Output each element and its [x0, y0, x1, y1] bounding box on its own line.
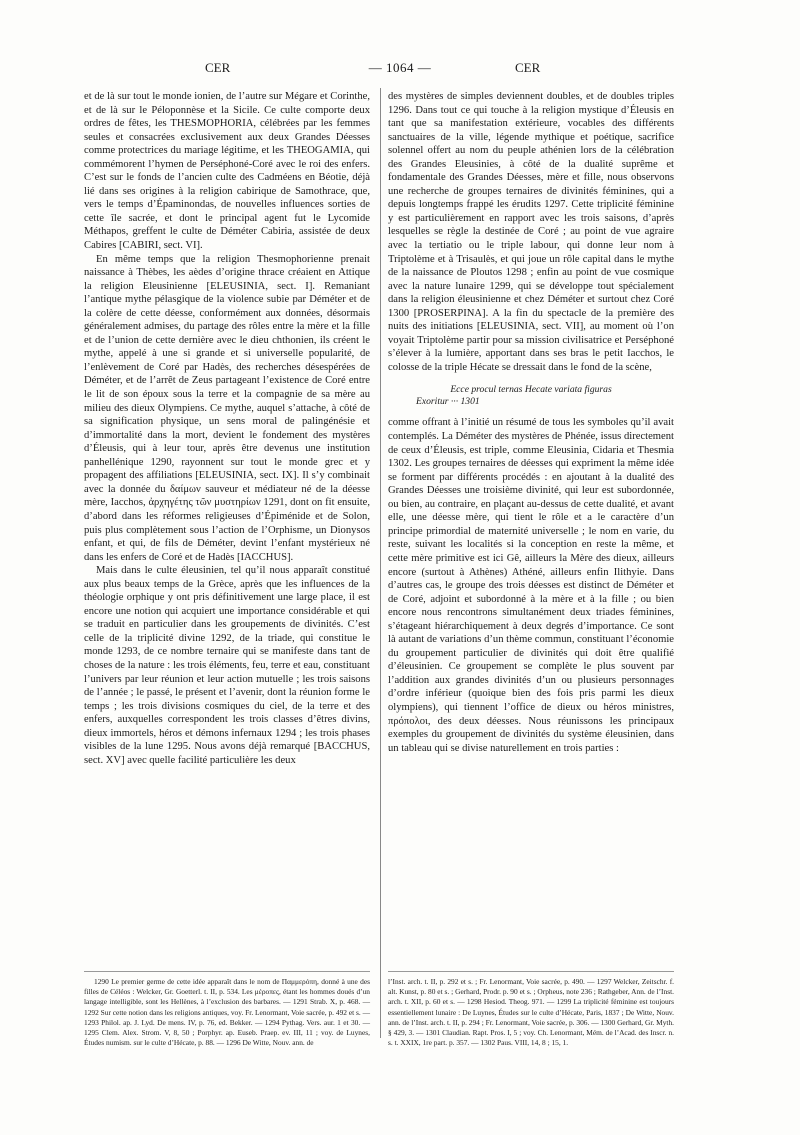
footnote-block-right: l’Inst. arch. t. II, p. 292 et s. ; Fr. Lenormant, Voie sacrée, p. 490. — 1297 Welcker, Zeitschr. f. alt. Kunst, p. 80 et s. ; Gerhard, Prodr. p. 90 et s. ; Orpheus, note 236 ; Rathgeber, Ann. de l’Inst. arch. t. XII, p. 60 et s. — 1298 Hesiod. Theog. 971. — 1299 La triplicité féminine est toujours essentiellement lunaire : De Luynes, Études sur le culte d’Hécate, Paris, 1837 ; De Witte, Nouv. ann. de l’Inst. arch. t. II, p. 294 ; Fr. Lenormant, Voie sacrée, p. 306. — 1300 Gerhard, Gr. Myth. § 429, 3. — 1301 Claudian. Rapt. Pros. I, 5 ; voy. Ch. Lenormant, Mém. de l’Acad. des Inscr. n. s. t. XXIX, 1re part. p. 357. — 1302 Paus. VIII, 14, 8 ; 15, 1.: [388, 977, 674, 1048]
header-right-keyword: CER: [515, 60, 541, 75]
quote-line-1: Ecce procul ternas Hecate variata figuras: [450, 384, 612, 396]
footnote-block-left: 1290 Le premier germe de cette idée apparaît dans le nom de Παμμερόπη, donné à une des filles de Céléos : Welcker, Gr. Goetterl. t. II, p. 534. Les μέροπες, étant les hommes doués d’un langage intelligible, sont les Hellènes, à l’exclusion des barbares. — 1291 Strab. X, p. 468. — 1292 Sur cette notion dans les religions antiques, voy. Fr. Lenormant, Voie sacrée, p. 492 et s. — 1293 Philol. ap. J. Lyd. De mens. IV, p. 76, ed. Bekker. — 1294 Pythag. Vers. aur. 1 et 30. — 1295 Clem. Alex. Strom. V, 8, 50 ; Porphyr. ap. Euseb. Praep. ev. III, 11 ; voy. de Luynes, Études numism. sur le culte d’Hécate, p. 88. — 1296 De Witte, Nouv. ann. de: [84, 977, 370, 1048]
column-divider: [380, 88, 381, 1038]
footnote-rule-left: [84, 971, 370, 972]
left-paragraph-3: Mais dans le culte éleusinien, tel qu’il nous apparaît constitué aux plus beaux temps de la Grèce, après que les influences de la théologie orphique y ont pris définitivement une large place, il est encore une notion qui acquiert une importance considérable et qui se traduit en particulier dans les groupements de divinités. C’est celle de la triplicité divine 1292, de la triade, qui constitue le monde 1293, de ce nombre ternaire qui se manifeste dans tant de choses de la nature : les trois éléments, feu, terre et eau, constituant l’univers par leur réunion et leur action mutuelle ; les trois saisons de l’année ; le passé, le présent et l’avenir, dont la réunion forme le temps ; les trois divisions cosmiques du ciel, de la terre et des enfers, auxquelles correspondent les trois classes d’êtres divins, dieux immortels, héros et démons infernaux 1294 ; les trois phases visibles de la lune 1295. Nous avons déjà remarqué [BACCHUS, sect. XV] avec quelle facilité particulière les deux: [84, 565, 370, 766]
right-paragraph-1: des mystères de simples deviennent doubles, et de doubles triples 1296. Dans tout ce qui touche à la religion mystique d’Éleusis en tant que sa manifestation extérieure, vocables des différents sanctuaires de la ville, légende mythique et poétique, sacrifice solennel offert au nom du peuple athénien lors de la célébration des Grandes Eleusinies, à côté de la dualité suprême et fondamentale des Grandes Déesses, mère et fille, nous observons une recherche de groupes ternaires de divinités féminines, qui a depuis longtemps frappé les érudits 1297. Cette triplicité féminine y est particulièrement en rapport avec les trois saisons, d’après lesquelles se règle la destinée de Coré ; au point de vue agraire avec la tertiatio ou le triple labour, qui donne leur nom à Triptolème et à Trisaulès, et qui joue un rôle capital dans le mythe de la naissance de Ploutos 1298 ; enfin au point de vue cosmique avec la nature lunaire 1299, qui se développe tout spécialement dans la religion éleusinienne et chez Déméter et surtout chez Coré 1300 [PROSERPINA]. A la fin du spectacle de la première des nuits des initiations [ELEUSINIA, sect. VII], au moment où l’on voyait Triptolème partir pour sa mission civilisatrice et Perséphoné s’élever à la lumière, apportant dans ses bras le petit Iacchos, le colosse de la triple Hécate se dressait dans le fond de la scène,: [388, 91, 674, 373]
footnotes-right: [388, 977, 674, 1048]
page-number: — 1064 —: [368, 60, 432, 75]
footnote-rule-right: [388, 971, 674, 972]
latin-quotation: [388, 384, 674, 408]
running-header: [75, 60, 725, 80]
footnotes-left: [84, 977, 370, 1048]
quote-line-2: Exoritur ··· 1301: [416, 396, 480, 408]
left-column: [84, 90, 370, 767]
left-paragraph-1: et de là sur tout le monde ionien, de l’autre sur Mégare et Corinthe, et de là sur le Péloponnèse et la Sicile. Ce culte comporte deux ordres de fêtes, les THESMOPHORIA, célébrées par les femmes seules et consacrées exclusivement aux deux Grandes Déesses comme protectrices du mariage légitime, et les THEOGAMIA, qui commémorent l’hymen de Perséphoné-Coré avec le roi des enfers. C’est sur le fonds de l’ancien culte des Cadméens en Béotie, déjà lié dans ses origines à la religion cabirique de Samothrace, que, vers le temps d’Épaminondas, de nouvelles influences sorties de cette île sacrée, et dont le principal agent fut le Lycomide Méthapos, greffent le culte de Déméter Cabiria, assistée de deux Cabires [CABIRI, sect. VI].: [84, 91, 370, 252]
left-paragraph-2: En même temps que la religion Thesmophorienne prenait naissance à Thèbes, les aèdes d’origine thrace créaient en Attique la religion Eleusinienne [ELEUSINIA, sect. I]. Remaniant l’antique mythe pélasgique de la violence subie par Déméter et de la colère de cette déesse, conformément aux données, désormais généralement admises, du partage des rôles entre la mère et la fille et de l’union de cette dernière avec le dieu chthonien, ils créent le mythe, appelé à une si grande et si universelle popularité, de l’enlèvement de Coré par Hadès, des recherches désespérées de Déméter, et de l’arrêt de Zeus partageant l’existence de Coré entre le lit de son époux sous la terre et la compagnie de sa mère au milieu des dieux Olympiens. Ce mythe, auquel s’attache, à côté de sa signification physique, un sens moral de palingénésie et d’immortalité dans la mort, devient le fondement des mystères d’Éleusis, qui à leur tour, après être devenus une institution panhellénique 1290, rayonnent sur tout le monde grec et y propagent des affiliations [ELEUSINIA, sect. IX]. Il s’y combinait avec la donnée du δαίμων sauveur et médiateur né de la déesse mère, Iacchos, ἀρχηγέτης τῶν μυστηρίων 1291, dont on fit ensuite, d’abord dans les réformes religieuses d’Épiménide et de Solon, puis plus complètement sous l’action de l’Orphisme, un Dionysos enfant, et qui, de fils de Déméter, devint l’enfant mystérieux né dans les enfers de Coré et de Hadès [IACCHUS].: [84, 253, 370, 563]
right-column: [388, 90, 674, 755]
header-left-keyword: CER: [205, 60, 231, 75]
right-paragraph-2: comme offrant à l’initié un résumé de tous les symboles qu’il avait contemplés. La Déméter des mystères de Phénée, issus directement de ceux d’Éleusis, est triple, comme Eleusinia, Cidaria et Thesmia 1302. Les groupes ternaires de déesses qui expriment la même idée se forment par différents procédés : en ajoutant à la dualité des Grandes Déesses une troisième divinité, qui leur est subordonnée, ou bien, au contraire, en plaçant au-dessus de cette dualité, et avant elle, une déesse mère, qui tient le rôle et a le caractère d’un principe primordial de maternité universelle ; le nom en varie, du reste, suivant les localités si la conception en reste la même, et cette mère primitive est ici Gê, ailleurs la Mère des dieux, ailleurs encore (surtout à Athènes) Athéné, ailleurs enfin Ilithyie. Dans d’autres cas, le groupe des trois déesses est distinct de Déméter et de Coré, adjoint et subordonné à la mère et à la fille ; ou bien encore nous rencontrons simultanément deux triades féminines, s’étageant hiérarchiquement à deux degrés d’importance. Ce sont là autant de variations d’un thème commun, constituant l’économie du groupement particulier de divinités qui doit être qualifié d’éleusinien. Ce groupement se complète le plus souvent par l’addition aux grandes divinités d’un ou plusieurs personnages d’ordre inférieur (quoique bien des fois pris parmi les dieux olympiens), qui tiennent l’office de dieux ou héros ministres, πρόπολοι, des deux déesses. Nous réunissons les principaux exemples du groupement de divinités du système éleusinien, dans un tableau qui se divise naturellement en trois parties :: [388, 417, 674, 754]
